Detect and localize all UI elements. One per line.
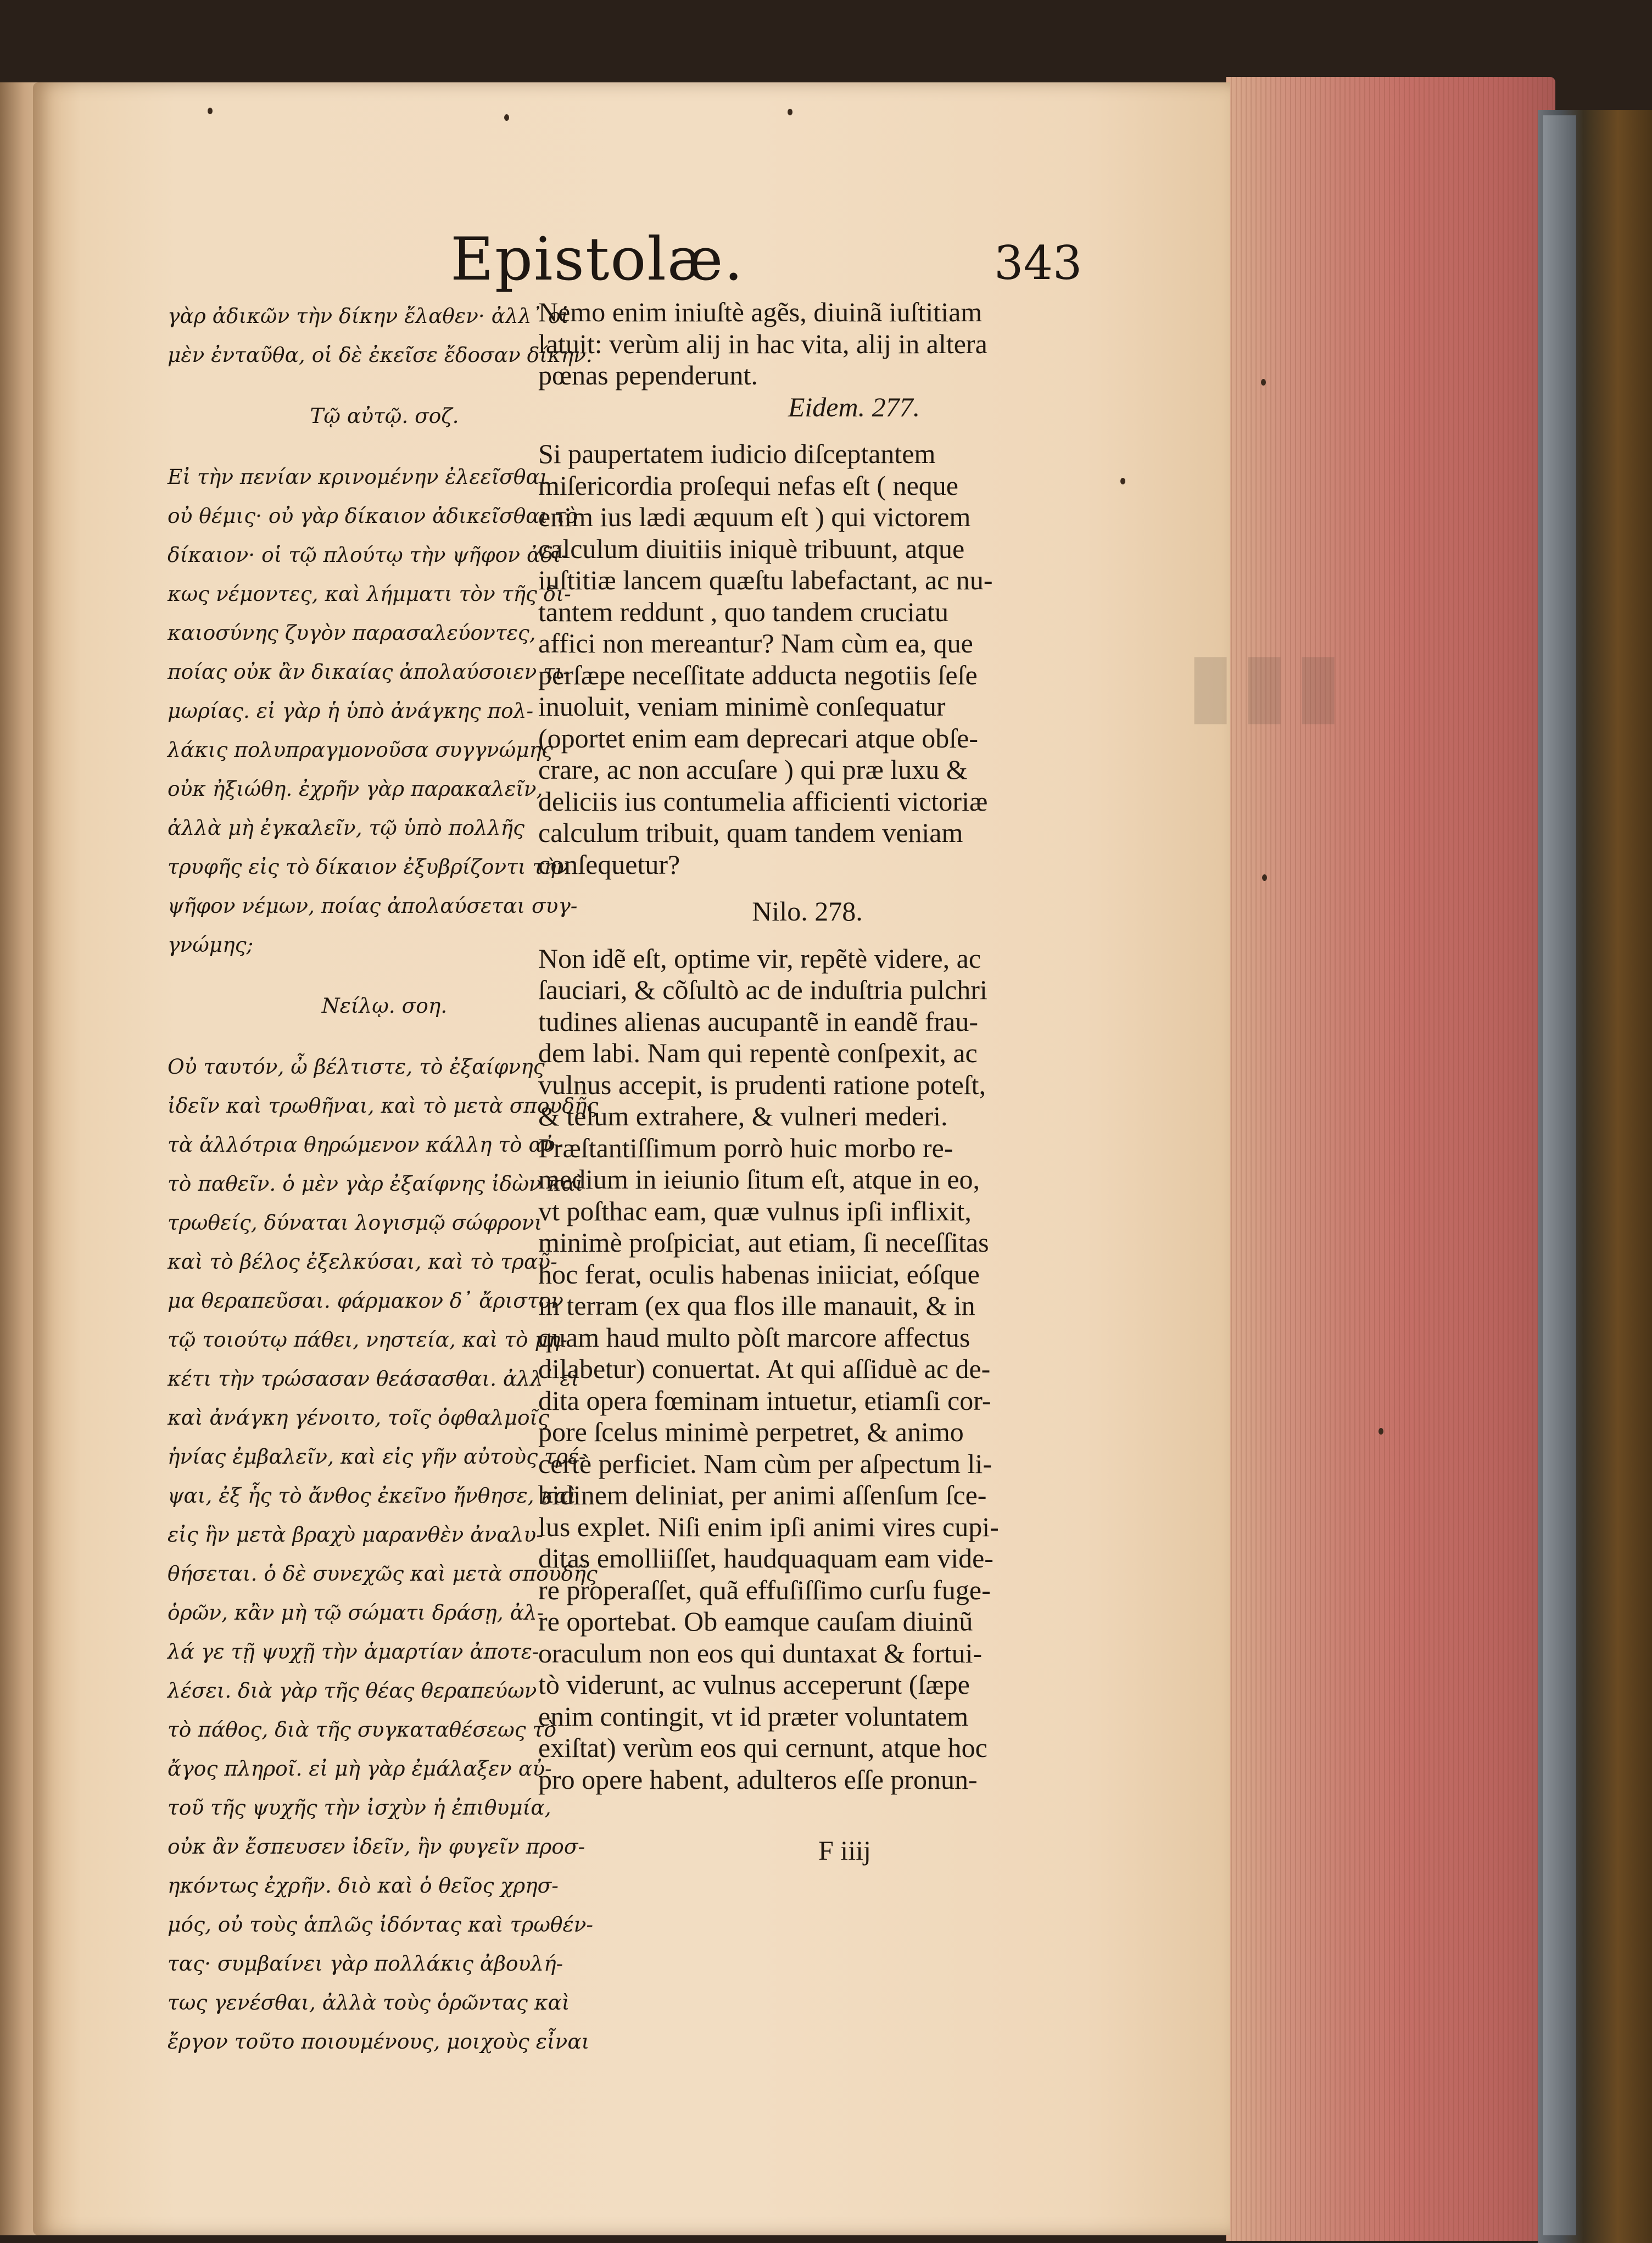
text-line: οὐ θέμις· οὐ γὰρ δίκαιον ἀδικεῖσθαι τὸ	[168, 504, 578, 528]
greek-letter-heading: Τῷ αὐτῷ. σοζ.	[310, 404, 459, 428]
text-line: in terram (ex qua flos ille manauit, & in	[538, 1290, 975, 1321]
text-line: ἀλλὰ μὴ ἐγκαλεῖν, τῷ ὑπὸ πολλῆς	[168, 816, 524, 840]
text-line: tantem reddunt , quo tandem cruciatu	[538, 596, 948, 627]
foxing-spot	[1261, 379, 1266, 386]
text-line: τρωθείς, δύναται λογισμῷ σώφρονι	[168, 1210, 543, 1235]
foxing-spot	[788, 109, 792, 115]
text-line: affici non mereantur? Nam cùm ea, que	[538, 628, 973, 659]
text-line: hoc ferat, oculis habenas iniiciat, eóſque	[538, 1258, 980, 1290]
text-line: λέσει. διὰ γὰρ τῆς θέας θεραπεύων	[168, 1678, 537, 1703]
text-line: ἰδεῖν καὶ τρωθῆναι, καὶ τὸ μετὰ σπουδῆς	[168, 1093, 599, 1118]
text-line: τοῦ τῆς ψυχῆς τὴν ἰσχὺν ἡ ἐπιθυμία,	[168, 1795, 551, 1820]
text-line: μα θεραπεῦσαι. φάρμακον δ᾽ ἄριστον	[168, 1288, 563, 1313]
text-line: ψῆφον νέμων, ποίας ἀπολαύσεται συγ-	[168, 894, 578, 918]
text-line: vt poſthac eam, quæ vulnus ipſi inflixit,	[538, 1195, 972, 1226]
text-line: Οὐ ταυτόν, ὦ βέλτιστε, τὸ ἐξαίφνης	[168, 1054, 545, 1079]
text-line: miſericordia proſequi nefas eſt ( neque	[538, 470, 958, 501]
text-line: pro opere habent, adulteros eſſe pronun-	[538, 1764, 978, 1795]
greek-letter-heading: Νείλῳ. σοη.	[321, 994, 448, 1018]
text-line: enim contingit, vt id præter voluntatem	[538, 1700, 969, 1732]
text-line: οὐκ ἂν ἔσπευσεν ἰδεῖν, ἣν φυγεῖν προσ-	[168, 1834, 585, 1859]
text-line: inuoluit, veniam minimè conſequatur	[538, 691, 946, 722]
foxing-spot	[1262, 874, 1267, 881]
text-line: deliciis ius contumelia afficienti victoriæ	[538, 785, 988, 817]
text-line: minimè proſpiciat, aut etiam, ſi neceſſitas	[538, 1227, 989, 1258]
text-line: Non idẽ eſt, optime vir, repẽtè videre, ac	[538, 942, 981, 974]
text-line: & telum extrahere, & vulneri mederi.	[538, 1101, 948, 1131]
text-line: τρυφῆς εἰς τὸ δίκαιον ἐξυβρίζοντι τὴν	[168, 855, 569, 879]
text-line: λάκις πολυπραγμονοῦσα συγγνώμης	[168, 738, 553, 762]
text-line: conſequetur?	[538, 849, 680, 880]
text-line: re oportebat. Ob eamque cauſam diuinũ	[538, 1606, 973, 1637]
text-line: dem labi. Nam qui repentè conſpexit, ac	[538, 1037, 978, 1068]
text-line: εἰς ἣν μετὰ βραχὺ μαρανθὲν ἀναλυ-	[168, 1522, 543, 1547]
text-line: οὐκ ἠξιώθη. ἐχρῆν γὰρ παρακαλεῖν,	[168, 777, 543, 801]
text-line: lus explet. Niſi enim ipſi animi vires cupi-	[538, 1511, 999, 1542]
latin-text-column	[538, 297, 1060, 1795]
text-line: medium in ieiunio ſitum eſt, atque in eo,	[538, 1164, 980, 1195]
text-line: exiſtat) verùm eos qui cernunt, atque hoc	[538, 1732, 987, 1763]
text-line: enim ius lædi æquum eſt ) qui victorem	[538, 501, 971, 532]
text-line: perſæpe neceſſitate adducta negotiis ſeſe	[538, 659, 978, 690]
text-line: ηκόντως ἐχρῆν. διὸ καὶ ὁ θεῖος χρησ-	[168, 1873, 559, 1898]
text-line: tudines alienas aucupantẽ in eandẽ frau-	[538, 1006, 979, 1037]
text-line: τὸ παθεῖν. ὁ μὲν γὰρ ἐξαίφνης ἰδὼν καὶ	[168, 1171, 584, 1196]
text-line: calculum diuitiis iniquè tribuunt, atque	[538, 533, 965, 564]
foxing-spot	[1120, 478, 1125, 484]
text-line: γνώμης;	[168, 933, 254, 957]
text-line: Εἰ τὴν πενίαν κρινομένην ἐλεεῖσθαι	[168, 465, 548, 489]
latin-letter-heading: Nilo. 278.	[752, 896, 863, 927]
text-line: τὰ ἀλλότρια θηρώμενον κάλλη τὸ αὐ-	[168, 1132, 562, 1157]
text-line: re properaſſet, quã effuſiſſimo curſu fuge-	[538, 1574, 991, 1605]
text-line: ſauciari, & cõſultò ac de induſtria pulchri	[538, 974, 987, 1005]
text-line: κως νέμοντες, καὶ λήμματι τὸν τῆς δι-	[168, 582, 571, 606]
text-line: Si paupertatem iudicio diſceptantem	[538, 438, 936, 469]
text-line: Nemo enim iniuſtè agẽs, diuinã iuſtitiam	[538, 297, 983, 327]
text-line: quam haud multo pòſt marcore affectus	[538, 1321, 970, 1353]
text-line: καιοσύνης ζυγὸν παρασαλεύοντες,	[168, 621, 536, 645]
signature-mark: F iiij	[818, 1835, 871, 1866]
text-line: τως γενέσθαι, ἀλλὰ τοὺς ὁρῶντας καὶ	[168, 1990, 570, 2015]
cover-spine-strip	[1543, 115, 1576, 2235]
foxing-spot	[208, 108, 213, 114]
text-line: iuſtitiæ lancem quæſtu labefactant, ac nu-	[538, 565, 993, 595]
text-line: certè perficiet. Nam cùm per aſpectum li-	[538, 1448, 992, 1479]
text-line: τῷ τοιούτῳ πάθει, νηστεία, καὶ τὸ μη-	[168, 1327, 567, 1352]
text-line: pœnas pependerunt.	[538, 360, 758, 390]
text-line: tò viderunt, ac vulnus acceperunt (ſæpe	[538, 1669, 970, 1700]
text-line: ditas emolliiſſet, haudquaquam eam vide-	[538, 1543, 994, 1574]
text-line: ὁρῶν, κἂν μὴ τῷ σώματι δράσῃ, ἀλ-	[168, 1600, 544, 1625]
latin-letter-heading: Eidem. 277.	[788, 391, 920, 422]
text-line: Præſtantiſſimum porrò huic morbo re-	[538, 1132, 953, 1163]
text-line: pore ſcelus minimè perpetret, & animo	[538, 1416, 964, 1447]
text-line: ἔργον τοῦτο ποιουμένους, μοιχοὺς εἶναι	[168, 2029, 590, 2054]
text-line: θήσεται. ὁ δὲ συνεχῶς καὶ μετὰ σπουδῆς	[168, 1561, 598, 1586]
text-line: crare, ac non accuſare ) qui præ luxu &	[538, 754, 968, 785]
page-number: 343	[994, 236, 1082, 290]
text-line: ποίας οὐκ ἂν δικαίας ἀπολαύσοιεν τι-	[168, 660, 570, 684]
text-line: ψαι, ἐξ ἧς τὸ ἄνθος ἐκεῖνο ἤνθησε, καὶ	[168, 1483, 577, 1508]
text-line: μωρίας. εἰ γὰρ ἡ ὑπὸ ἀνάγκης πολ-	[168, 699, 534, 723]
text-line: τας· συμβαίνει γὰρ πολλάκις ἀβουλή-	[168, 1951, 563, 1976]
foxing-spot	[504, 114, 509, 121]
greek-text-column	[168, 297, 599, 2061]
text-line: ἄγος πληροῖ. εἰ μὴ γὰρ ἐμάλαξεν αὐ-	[168, 1756, 552, 1781]
text-line: dilabetur) conuertat. At qui aſſiduè ac de-	[538, 1353, 991, 1384]
text-line: calculum tribuit, quam tandem veniam	[538, 817, 963, 848]
text-line: λά γε τῇ ψυχῇ τὴν ἁμαρτίαν ἀποτε-	[168, 1639, 539, 1664]
text-line: τὸ πάθος, διὰ τῆς συγκαταθέσεως τὸ	[168, 1717, 556, 1742]
text-line: latuit: verùm alij in hac vita, alij in altera	[538, 328, 987, 359]
text-line: ἡνίας ἐμβαλεῖν, καὶ εἰς γῆν αὐτοὺς τρέ-	[168, 1444, 586, 1469]
text-line: γὰρ ἀδικῶν τὴν δίκην ἔλαθεν· ἀλλ᾽ οἱ	[168, 304, 569, 328]
foxing-spot	[1378, 1428, 1383, 1435]
running-head-title: Epistolæ.	[450, 225, 744, 294]
text-line: μὲν ἐνταῦθα, οἱ δὲ ἐκεῖσε ἔδοσαν δίκην.	[168, 343, 593, 367]
text-line: bidinem deliniat, per animi aſſenſum ſce-	[538, 1480, 987, 1510]
text-line: καὶ ἀνάγκη γένοιτο, τοῖς ὀφθαλμοῖς	[168, 1405, 550, 1430]
text-line: dita opera fœminam intuetur, etiamſi cor-	[538, 1385, 991, 1416]
text-line: μός, οὐ τοὺς ἁπλῶς ἰδόντας καὶ τρωθέν-	[168, 1912, 594, 1937]
text-line: καὶ τὸ βέλος ἐξελκύσαι, καὶ τὸ τραῦ-	[168, 1249, 557, 1274]
text-line: κέτι τὴν τρώσασαν θεάσασθαι. ἀλλ᾽ εἰ	[168, 1366, 579, 1391]
text-line: oraculum non eos qui duntaxat & fortui-	[538, 1637, 983, 1669]
text-line: vulnus accepit, is prudenti ratione poteſt,	[538, 1069, 986, 1100]
text-line: (oportet enim eam deprecari atque obſe-	[538, 722, 979, 754]
text-line: δίκαιον· οἱ τῷ πλούτῳ τὴν ψῆφον ἀδί-	[168, 543, 568, 567]
page-fore-edge	[1226, 77, 1555, 2241]
